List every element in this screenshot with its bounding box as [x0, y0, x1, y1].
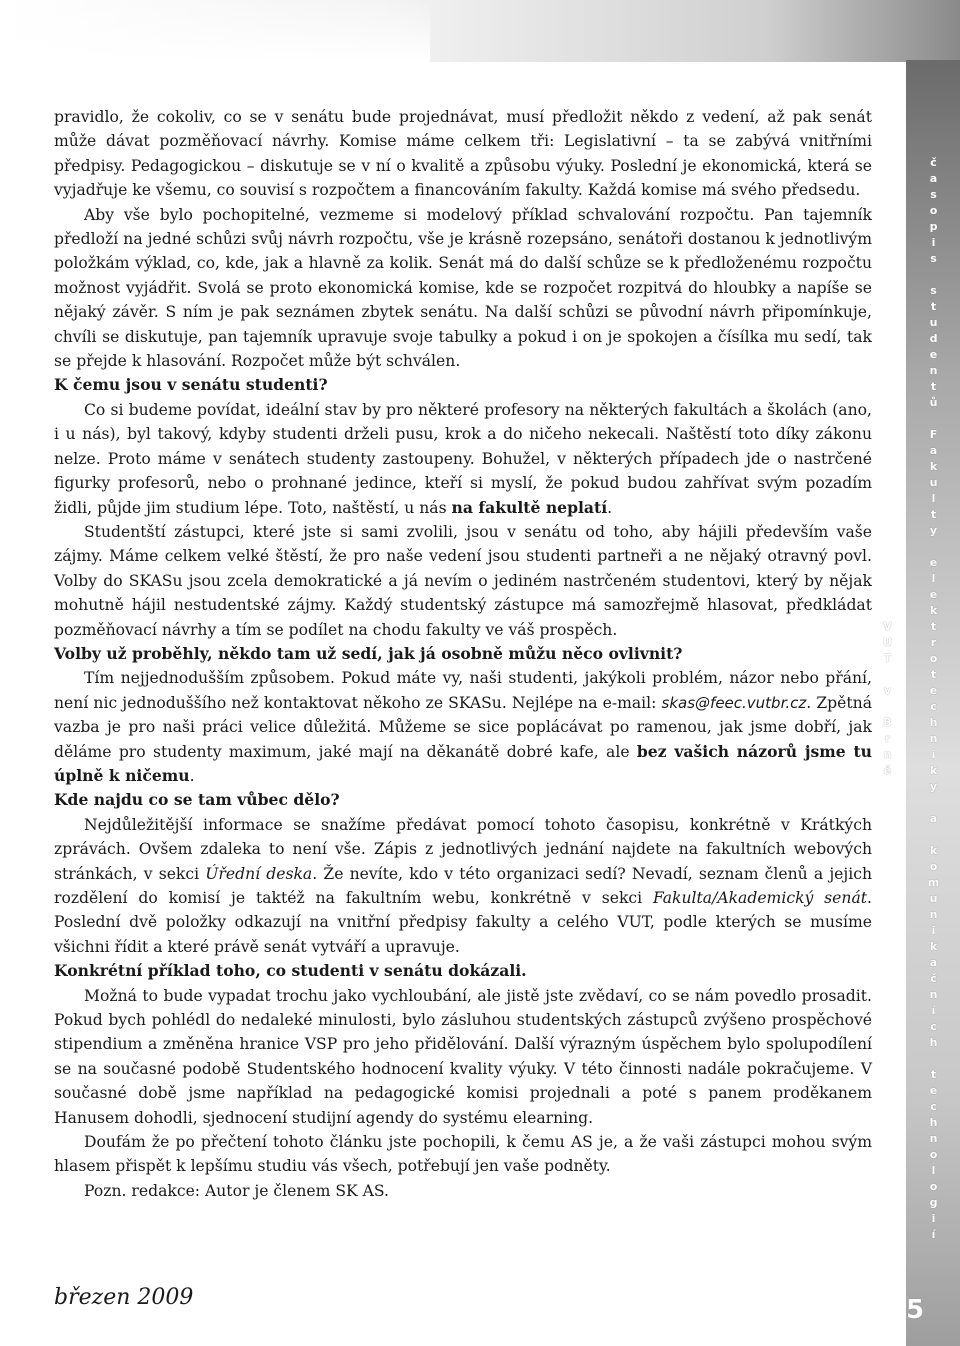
editor-note: Pozn. redakce: Autor je členem SK AS. [84, 1181, 389, 1200]
paragraph: Co si budeme povídat, ideální stav by pro některé profesory na některých fakultách a školách (ano, i u nás), byl takový, kdyby studenti drželi pusu, krok a do ničeho nekecali. Naštěstí toto díky zákonu nelze. Proto máme v senátech studenty zastoupeny. Bohužel, v některých případech jde o nastrčené figurky profesorů, nebo o prohnané jedince, kteří si myslí, že pokud budou zahřívat svým pozadím židli, půjde jim studium lépe. Toto, naštěstí, u nás na fakultě neplatí. [54, 400, 872, 517]
page-number: 5 [906, 1295, 925, 1325]
paragraph: Tím nejjednodušším způsobem. Pokud máte vy, naši studenti, jakýkoli problém, názor nebo přání, není nic jednoduššího než kontaktovat někoho ze SKASu. Nejlépe na e-mail: skas@feec.vutbr.cz. Zpětná vazba je pro naši práci velice důležitá. Můžeme se sice poplácávat po ramenou, jak jsme dobří, jak děláme pro studenty maximum, jaké mají na děkanátě dobré kafe, ale bez vašich názorů jsme tu úplně k ničemu. [54, 669, 872, 785]
article-body [54, 105, 872, 1203]
issue-date: březen 2009 [54, 1285, 194, 1310]
sidebar-title: časopis studentů Fakulty elektrotechniky a komunikačních technologií VUT v Brně [881, 156, 940, 1244]
section-heading: K čemu jsou v senátu studenti? [54, 375, 328, 395]
paragraph: Možná to bude vypadat trochu jako vychloubání, ale jistě jste zvědaví, co se nám povedlo prosadit. Pokud bych pohlédl do nedaleké minulosti, bylo zásluhou studentských zástupců zvýšeno prospěchové stipendium a změněna hranice VSP pro jeho přidělování. Další výrazným úspěchem bylo spolupodílení se na současné podobě Studentského hodnocení kvality výuky. V této činnosti nadále pokračujeme. V současné době jsme například na pedagogické komisi projednali a poté s panem proděkanem Hanusem dohodli, sjednocení studijní agendy do systému elearning. [54, 986, 872, 1127]
paragraph: Studentští zástupci, které jste si sami zvolili, jsou v senátu od toho, aby hájili především vaše zájmy. Máme celkem velké štěstí, že pro naše vedení jsou studenti partneři a ne nějaký otravný povl. Volby do SKASu jsou zcela demokratické a já nevím o jediném nastrčeném studentovi, který by nějak mohutně hájil nestudentské zájmy. Každý studentský zástupce má samozřejmě hlasovat, předkládat pozměňovací návrhy a tím se podílet na chodu fakulty ve váš prospěch. [54, 522, 872, 639]
section-heading: Kde najdu co se tam vůbec dělo? [54, 790, 340, 810]
email-link[interactable]: skas@feec.vutbr.cz [661, 693, 807, 712]
paragraph: Doufám že po přečtení tohoto článku jste pochopili, k čemu AS je, a že vaši zástupci mohou svým hlasem přispět k lepšímu studiu vás všech, potřebují jen vaše podněty. [54, 1133, 872, 1176]
section-heading: Konkrétní příklad toho, co studenti v senátu dokázali. [54, 961, 527, 981]
paragraph: Aby vše bylo pochopitelné, vezmeme si modelový příklad schvalování rozpočtu. Pan tajemník předloží na jedné schůzi svůj návrh rozpočtu, vše je krásně rozepsáno, senátoři dostanou k jednotlivým položkám výklad, co, kde, jak a hlavně za kolik. Senát má do další schůze se k předloženému rozpočtu možnost vyjádřit. Svolá se proto ekonomická komise, kde se rozpočet rozpitvá do hloubky a napíše se nějaký závěr. S ním je pak seznámen zbytek senátu. Na další schůzi se původní návrh připomínkuje, chvíli se diskutuje, pan tajemník upravuje svoje tabulky a pokud i on je spokojen a čísílka mu sedí, tak se přejde k hlasování. Rozpočet může být schválen. [54, 205, 872, 371]
paragraph: Nejdůležitější informace se snažíme předávat pomocí tohoto časopisu, konkrétně v Krátkých zprávách. Ovšem zdaleka to není vše. Zápis z jednotlivých jednání najdete na fakultních webových stránkách, v sekci Úřední deska. Že nevíte, kdo v této organizaci sedí? Nevadí, seznam členů a jejich rozdělení do komisí je taktéž na fakultním webu, konkrétně v sekci Fakulta/Akademický senát. Poslední dvě položky odkazují na vnitřní předpisy fakulty a celého VUT, podle kterých se musíme všichni řídit a které právě senát vytváří a upravuje. [54, 815, 872, 956]
paragraph: pravidlo, že cokoliv, co se v senátu bude projednávat, musí předložit někdo z vedení, až pak senát může dávat pozměňovací návrhy. Komise máme celkem tři: Legislativní – ta se zabývá vnitřními předpisy. Pedagogickou – diskutuje se v ní o kvalitě a způsobu výuky. Poslední je ekonomická, která se vyjadřuje ke všemu, co souvisí s rozpočtem a financováním fakulty. Každá komise má svého předsedu. [54, 108, 872, 200]
section-heading: Volby už proběhly, někdo tam už sedí, jak já osobně můžu něco ovlivnit? [54, 643, 683, 663]
header-fade [0, 0, 430, 62]
